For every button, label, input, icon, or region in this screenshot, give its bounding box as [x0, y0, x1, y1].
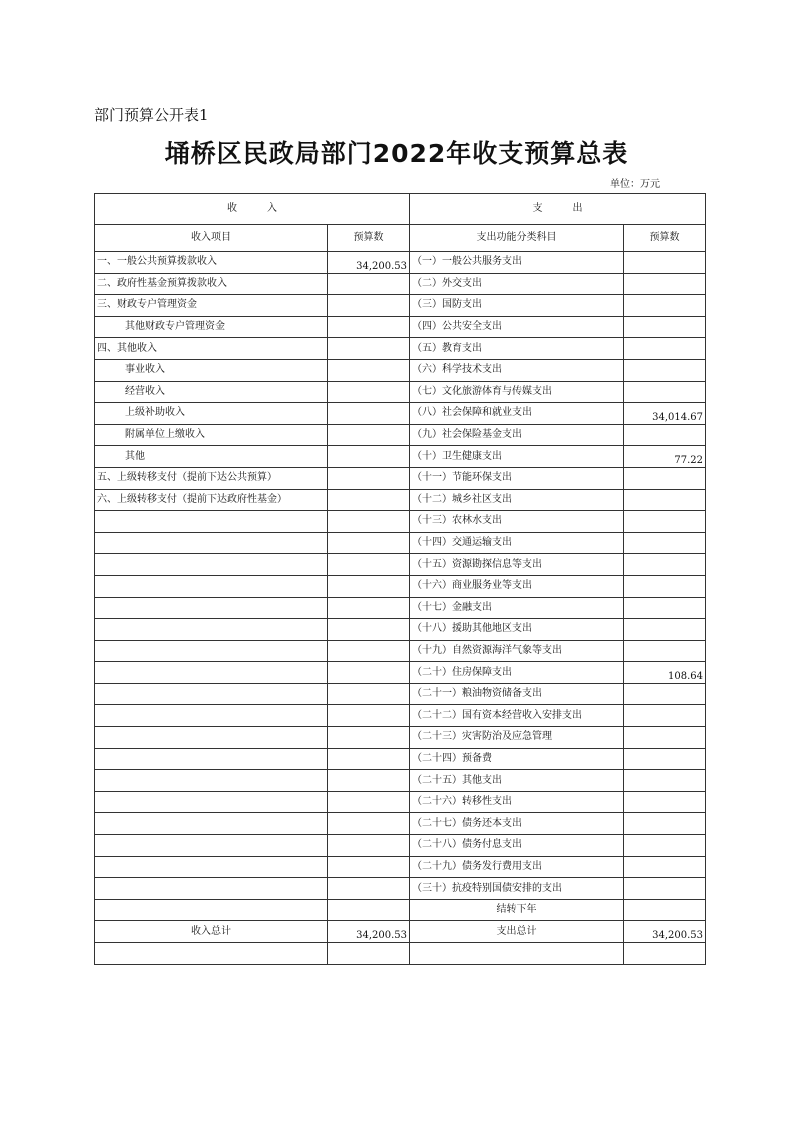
table-row: [95, 640, 706, 662]
expense-item-cell: （二十四）预备费: [410, 748, 624, 770]
income-amount-cell: [328, 338, 410, 360]
income-amount-cell: [328, 856, 410, 878]
expense-item-cell: （一）一般公共服务支出: [410, 252, 624, 274]
income-total-label: 收入总计: [95, 921, 328, 943]
income-item-cell: [95, 813, 328, 835]
income-amount-cell: [328, 295, 410, 317]
expense-total-label: 支出总计: [410, 921, 624, 943]
income-amount-cell: [328, 662, 410, 684]
table-row: [95, 662, 706, 684]
income-amount-cell: [328, 640, 410, 662]
income-amount-cell: [328, 683, 410, 705]
income-amount-cell: [328, 727, 410, 749]
table-row: [95, 489, 706, 511]
table-row: [95, 316, 706, 338]
expense-total-amount: 34,200.53: [624, 921, 706, 943]
expense-amount-cell: [624, 554, 706, 576]
header-row-columns: [95, 225, 706, 252]
income-amount-cell: [328, 424, 410, 446]
income-item-cell: 经营收入: [95, 381, 328, 403]
expense-amount-cell: [624, 532, 706, 554]
income-amount-cell: 34,200.53: [328, 252, 410, 274]
table-row: [95, 705, 706, 727]
expense-item-cell: （二十八）债务付息支出: [410, 835, 624, 857]
income-item-cell: [95, 575, 328, 597]
empty-cell: [624, 899, 706, 921]
income-item-cell: 上级补助收入: [95, 403, 328, 425]
table-row: [95, 467, 706, 489]
empty-cell: [410, 943, 624, 965]
budget-table: [94, 193, 706, 965]
expense-amount-cell: [624, 424, 706, 446]
expense-item-cell: （二十一）粮油物资储备支出: [410, 683, 624, 705]
table-row: [95, 338, 706, 360]
table-row: [95, 511, 706, 533]
expense-amount-cell: [624, 295, 706, 317]
income-item-cell: [95, 619, 328, 641]
table-row: [95, 359, 706, 381]
expense-amount-cell: [624, 878, 706, 900]
expense-item-cell: （五）教育支出: [410, 338, 624, 360]
expense-item-cell: （二十三）灾害防治及应急管理: [410, 727, 624, 749]
income-item-cell: [95, 705, 328, 727]
expense-item-cell: （十五）资源勘探信息等支出: [410, 554, 624, 576]
income-item-cell: [95, 748, 328, 770]
table-row: [95, 813, 706, 835]
table-row: [95, 403, 706, 425]
expense-item-cell: （十三）农林水支出: [410, 511, 624, 533]
empty-cell: [624, 943, 706, 965]
income-item-cell: [95, 640, 328, 662]
income-item-cell: 附属单位上缴收入: [95, 424, 328, 446]
expense-amount-cell: [624, 252, 706, 274]
income-amount-cell: [328, 878, 410, 900]
expense-item-cell: （九）社会保险基金支出: [410, 424, 624, 446]
expense-amount-cell: [624, 511, 706, 533]
table-row: [95, 835, 706, 857]
income-item-cell: [95, 532, 328, 554]
table-row: [95, 575, 706, 597]
empty-cell: [328, 943, 410, 965]
income-item-header: 收入项目: [95, 225, 328, 252]
table-row: [95, 597, 706, 619]
income-amount-header: 预算数: [328, 225, 410, 252]
income-item-cell: 一、一般公共预算拨款收入: [95, 252, 328, 274]
income-amount-cell: [328, 381, 410, 403]
income-item-cell: [95, 835, 328, 857]
totals-row: [95, 921, 706, 943]
expense-amount-cell: 108.64: [624, 662, 706, 684]
expense-item-cell: （十四）交通运输支出: [410, 532, 624, 554]
income-amount-cell: [328, 554, 410, 576]
income-item-cell: [95, 662, 328, 684]
expense-item-cell: （四）公共安全支出: [410, 316, 624, 338]
expense-amount-cell: [624, 381, 706, 403]
table-row: [95, 424, 706, 446]
expense-item-cell: （三）国防支出: [410, 295, 624, 317]
income-amount-cell: [328, 511, 410, 533]
expense-amount-cell: [624, 791, 706, 813]
empty-row: [95, 943, 706, 965]
expense-item-cell: （二十五）其他支出: [410, 770, 624, 792]
carry-forward-label: 结转下年: [410, 899, 624, 921]
expense-item-cell: （十一）节能环保支出: [410, 467, 624, 489]
income-item-cell: [95, 770, 328, 792]
table-row: [95, 532, 706, 554]
income-amount-cell: [328, 403, 410, 425]
income-amount-cell: [328, 705, 410, 727]
expense-amount-cell: [624, 467, 706, 489]
carry-forward-row: [95, 899, 706, 921]
income-amount-cell: [328, 532, 410, 554]
expense-item-cell: （二十）住房保障支出: [410, 662, 624, 684]
table-row: [95, 619, 706, 641]
income-item-cell: 三、财政专户管理资金: [95, 295, 328, 317]
expense-amount-cell: [624, 316, 706, 338]
expense-amount-cell: [624, 705, 706, 727]
income-item-cell: [95, 727, 328, 749]
income-section-header: 收 入: [95, 194, 410, 225]
income-amount-cell: [328, 575, 410, 597]
expense-amount-cell: [624, 575, 706, 597]
unit-label: 单位：万元: [610, 179, 660, 190]
table-row: [95, 554, 706, 576]
income-item-cell: [95, 554, 328, 576]
income-item-cell: 六、上级转移支付（提前下达政府性基金）: [95, 489, 328, 511]
income-item-cell: [95, 597, 328, 619]
income-amount-cell: [328, 489, 410, 511]
income-amount-cell: [328, 748, 410, 770]
income-amount-cell: [328, 597, 410, 619]
document-label: 部门预算公开表1: [94, 106, 209, 124]
table-row: [95, 748, 706, 770]
income-amount-cell: [328, 359, 410, 381]
income-amount-cell: [328, 619, 410, 641]
income-item-cell: 其他财政专户管理资金: [95, 316, 328, 338]
table-row: [95, 295, 706, 317]
income-amount-cell: [328, 467, 410, 489]
expense-amount-cell: [624, 748, 706, 770]
expense-amount-cell: [624, 813, 706, 835]
expense-amount-cell: [624, 835, 706, 857]
table-row: [95, 252, 706, 274]
expense-item-cell: （二十二）国有资本经营收入安排支出: [410, 705, 624, 727]
table-row: [95, 770, 706, 792]
income-item-cell: [95, 683, 328, 705]
expense-item-cell: （七）文化旅游体育与传媒支出: [410, 381, 624, 403]
income-amount-cell: [328, 316, 410, 338]
expense-amount-cell: [624, 770, 706, 792]
expense-amount-cell: [624, 856, 706, 878]
table-row: [95, 856, 706, 878]
expense-item-cell: （十七）金融支出: [410, 597, 624, 619]
income-amount-cell: [328, 273, 410, 295]
income-item-cell: 五、上级转移支付（提前下达公共预算）: [95, 467, 328, 489]
table-row: [95, 273, 706, 295]
income-amount-cell: [328, 446, 410, 468]
expense-item-cell: （十）卫生健康支出: [410, 446, 624, 468]
income-amount-cell: [328, 835, 410, 857]
expense-item-cell: （三十）抗疫特别国债安排的支出: [410, 878, 624, 900]
expense-amount-cell: 77.22: [624, 446, 706, 468]
expense-item-cell: （八）社会保障和就业支出: [410, 403, 624, 425]
income-item-cell: 四、其他收入: [95, 338, 328, 360]
income-amount-cell: [328, 791, 410, 813]
expense-item-cell: （十六）商业服务业等支出: [410, 575, 624, 597]
expense-section-header: 支 出: [410, 194, 706, 225]
income-item-cell: [95, 791, 328, 813]
expense-amount-cell: [624, 683, 706, 705]
table-row: [95, 878, 706, 900]
income-item-cell: 事业收入: [95, 359, 328, 381]
expense-amount-cell: [624, 273, 706, 295]
expense-amount-cell: [624, 338, 706, 360]
expense-amount-cell: [624, 727, 706, 749]
income-item-cell: 二、政府性基金预算拨款收入: [95, 273, 328, 295]
expense-item-cell: （二十七）债务还本支出: [410, 813, 624, 835]
expense-amount-cell: 34,014.67: [624, 403, 706, 425]
table-row: [95, 791, 706, 813]
income-item-cell: [95, 511, 328, 533]
expense-item-cell: （二）外交支出: [410, 273, 624, 295]
empty-cell: [95, 943, 328, 965]
expense-item-cell: （二十九）债务发行费用支出: [410, 856, 624, 878]
expense-amount-cell: [624, 489, 706, 511]
expense-item-cell: （二十六）转移性支出: [410, 791, 624, 813]
income-amount-cell: [328, 813, 410, 835]
expense-amount-cell: [624, 359, 706, 381]
expense-amount-cell: [624, 597, 706, 619]
expense-amount-header: 预算数: [624, 225, 706, 252]
expense-item-header: 支出功能分类科目: [410, 225, 624, 252]
income-item-cell: 其他: [95, 446, 328, 468]
expense-item-cell: （十九）自然资源海洋气象等支出: [410, 640, 624, 662]
income-amount-cell: [328, 770, 410, 792]
empty-cell: [328, 899, 410, 921]
expense-item-cell: （六）科学技术支出: [410, 359, 624, 381]
expense-amount-cell: [624, 619, 706, 641]
expense-item-cell: （十八）援助其他地区支出: [410, 619, 624, 641]
expense-item-cell: （十二）城乡社区支出: [410, 489, 624, 511]
income-item-cell: [95, 878, 328, 900]
income-total-amount: 34,200.53: [328, 921, 410, 943]
table-row: [95, 683, 706, 705]
table-row: [95, 727, 706, 749]
table-row: [95, 446, 706, 468]
expense-amount-cell: [624, 640, 706, 662]
document-title: 埇桥区民政局部门2022年收支预算总表: [164, 139, 629, 168]
table-row: [95, 381, 706, 403]
header-row-sections: [95, 194, 706, 225]
empty-cell: [95, 899, 328, 921]
income-item-cell: [95, 856, 328, 878]
